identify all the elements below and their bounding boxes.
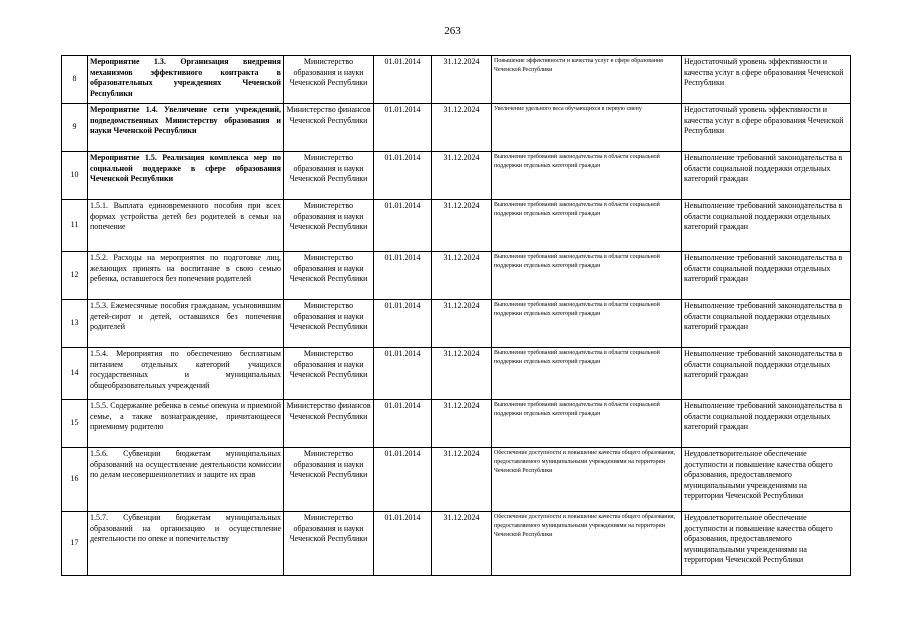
row-number-cell: 14 (62, 348, 88, 400)
end-date-cell: 31.12.2024 (432, 400, 492, 448)
expected-result-cell: Выполнение требований законодательства в области социальной поддержки отдельных категорий граждан (492, 252, 682, 300)
expected-result-cell: Обеспечение доступности и повышение качества общего образования, предоставляемого муниципальными учреждениями на территории Чеченской Республики (492, 512, 682, 576)
expected-result-cell: Выполнение требований законодательства в области социальной поддержки отдельных категорий граждан (492, 300, 682, 348)
table-row (62, 448, 851, 512)
page-number: 263 (444, 25, 461, 37)
activity-name-cell: 1.5.6. Субвенции бюджетам муниципальных образований на осуществление деятельности комиссии по делам несовершеннолетних и защите их прав (88, 448, 284, 512)
start-date-cell: 01.01.2014 (374, 152, 432, 200)
end-date-cell: 31.12.2024 (432, 512, 492, 576)
start-date-cell: 01.01.2014 (374, 348, 432, 400)
activity-name-cell: Мероприятие 1.4. Увеличение сети учреждений, подведомственных Министерству образования и науки Чеченской Республики (88, 104, 284, 152)
end-date-cell: 31.12.2024 (432, 300, 492, 348)
consequence-cell: Недостаточный уровень эффективности и качества услуг в сфере образования Чеченской Республики (682, 104, 851, 152)
activity-name-cell: 1.5.4. Мероприятия по обеспечению бесплатным питанием отдельных категорий учащихся государственных и муниципальных общеобразовательных учреждений (88, 348, 284, 400)
expected-result-cell: Выполнение требований законодательства в области социальной поддержки отдельных категорий граждан (492, 348, 682, 400)
activity-name-cell: Мероприятие 1.5. Реализация комплекса мер по социальной поддержке в сфере образования Чеченской Республики (88, 152, 284, 200)
executor-cell: Министерство финансов Чеченской Республики (284, 104, 374, 152)
consequence-cell: Невыполнение требований законодательства в области социальной поддержки отдельных категорий граждан (682, 200, 851, 252)
consequence-cell: Неудовлетворительное обеспечение доступности и повышение качества общего образования, предоставляемого муниципальными учреждениями на территории Чеченской Республики (682, 512, 851, 576)
expected-result-cell: Выполнение требований законодательства в области социальной поддержки отдельных категорий граждан (492, 152, 682, 200)
table-row (62, 200, 851, 252)
executor-cell: Министерство финансов Чеченской Республики (284, 400, 374, 448)
start-date-cell: 01.01.2014 (374, 252, 432, 300)
end-date-cell: 31.12.2024 (432, 252, 492, 300)
start-date-cell: 01.01.2014 (374, 300, 432, 348)
row-number-cell: 8 (62, 56, 88, 104)
consequence-cell: Невыполнение требований законодательства в области социальной поддержки отдельных категорий граждан (682, 300, 851, 348)
end-date-cell: 31.12.2024 (432, 448, 492, 512)
table-row (62, 56, 851, 104)
row-number-cell: 11 (62, 200, 88, 252)
executor-cell: Министерство образования и науки Чеченской Республики (284, 300, 374, 348)
expected-result-cell: Повышение эффективности и качества услуг в сфере образования Чеченской Республики (492, 56, 682, 104)
executor-cell: Министерство образования и науки Чеченской Республики (284, 56, 374, 104)
end-date-cell: 31.12.2024 (432, 152, 492, 200)
row-number-cell: 15 (62, 400, 88, 448)
table-row (62, 300, 851, 348)
table-row (62, 152, 851, 200)
start-date-cell: 01.01.2014 (374, 512, 432, 576)
table-row (62, 348, 851, 400)
row-number-cell: 13 (62, 300, 88, 348)
row-number-cell: 9 (62, 104, 88, 152)
activity-name-cell: 1.5.5. Содержание ребенка в семье опекуна и приемной семье, а также вознаграждение, причитающееся приемному родителю (88, 400, 284, 448)
end-date-cell: 31.12.2024 (432, 348, 492, 400)
expected-result-cell: Выполнение требований законодательства в области социальной поддержки отдельных категорий граждан (492, 400, 682, 448)
start-date-cell: 01.01.2014 (374, 56, 432, 104)
activity-name-cell: 1.5.3. Ежемесячные пособия гражданам, усыновившим детей-сирот и детей, оставшихся без попечения родителей (88, 300, 284, 348)
executor-cell: Министерство образования и науки Чеченской Республики (284, 252, 374, 300)
expected-result-cell: Обеспечение доступности и повышение качества общего образования, предоставляемого муниципальными учреждениями на территории Чеченской Республики (492, 448, 682, 512)
program-activities-table (61, 55, 851, 576)
end-date-cell: 31.12.2024 (432, 56, 492, 104)
row-number-cell: 16 (62, 448, 88, 512)
executor-cell: Министерство образования и науки Чеченской Республики (284, 448, 374, 512)
start-date-cell: 01.01.2014 (374, 200, 432, 252)
consequence-cell: Неудовлетворительное обеспечение доступности и повышение качества общего образования, предоставляемого муниципальными учреждениями на территории Чеченской Республики (682, 448, 851, 512)
table-row (62, 400, 851, 448)
executor-cell: Министерство образования и науки Чеченской Республики (284, 152, 374, 200)
consequence-cell: Невыполнение требований законодательства в области социальной поддержки отдельных категорий граждан (682, 152, 851, 200)
activity-name-cell: 1.5.1. Выплата единовременного пособия при всех формах устройства детей без родителей в семьи на попечение (88, 200, 284, 252)
start-date-cell: 01.01.2014 (374, 104, 432, 152)
table-row (62, 252, 851, 300)
activity-name-cell: Мероприятие 1.3. Организация внедрения механизмов эффективного контракта в образовательных учреждениях Чеченской Республики (88, 56, 284, 104)
executor-cell: Министерство образования и науки Чеченской Республики (284, 200, 374, 252)
table-row (62, 104, 851, 152)
activity-name-cell: 1.5.7. Субвенции бюджетам муниципальных образований на организацию и осуществление деятельности по опеке и попечительству (88, 512, 284, 576)
row-number-cell: 12 (62, 252, 88, 300)
consequence-cell: Недостаточный уровень эффективности и качества услуг в сфере образования Чеченской Республики (682, 56, 851, 104)
executor-cell: Министерство образования и науки Чеченской Республики (284, 348, 374, 400)
consequence-cell: Невыполнение требований законодательства в области социальной поддержки отдельных категорий граждан (682, 400, 851, 448)
consequence-cell: Невыполнение требований законодательства в области социальной поддержки отдельных категорий граждан (682, 252, 851, 300)
expected-result-cell: Выполнение требований законодательства в области социальной поддержки отдельных категорий граждан (492, 200, 682, 252)
end-date-cell: 31.12.2024 (432, 104, 492, 152)
table-row (62, 512, 851, 576)
expected-result-cell: Увеличение удельного веса обучающихся в первую смену (492, 104, 682, 152)
consequence-cell: Невыполнение требований законодательства в области социальной поддержки отдельных категорий граждан (682, 348, 851, 400)
end-date-cell: 31.12.2024 (432, 200, 492, 252)
row-number-cell: 10 (62, 152, 88, 200)
activity-name-cell: 1.5.2. Расходы на мероприятия по подготовке лиц, желающих принять на воспитание в свою семью ребенка, оставшегося без попечения родителей (88, 252, 284, 300)
row-number-cell: 17 (62, 512, 88, 576)
start-date-cell: 01.01.2014 (374, 400, 432, 448)
start-date-cell: 01.01.2014 (374, 448, 432, 512)
executor-cell: Министерство образования и науки Чеченской Республики (284, 512, 374, 576)
